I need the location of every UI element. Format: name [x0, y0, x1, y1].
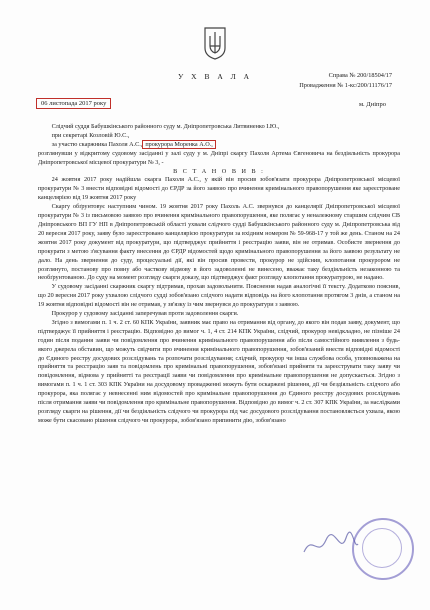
paragraph-5: Згідно з вимогами п. 1 ч. 2 ст. 60 КПК України, заявник має право на отримання від органу, до якого він подав заяву, документ, що підтверджує її прийняття і реєстрацію. Відповідно до вимог ч. 1, 4 ст. 214 КПК України, слідчий, прокурор невідкладно, не пізніше 24 годин після подання заяви чи повідомлення про вчинення кримінального правопорушення або після самостійного виявлення з будь-якого джерела обставин, що можуть свідчити про вчинення кримінального правопорушення, зобов'язаний внести відповідні відомості до Єдиного реєстру досудових розслідувань та розпочати розслідування; слідчий, прокурор чи інша службова особа, уповноважена на прийняття та реєстрацію заяв та повідомлень про кримінальні правопорушення, зобов'язані прийняти та зареєструвати таку заяву чи повідомлення, відмова у прийнятті та реєстрації заяви чи повідомлення про кримінальне правопорушення не допускається. Згідно з вимогами п. 1 ч. 1 ст. 303 КПК України на досудовому провадженні можуть бути оскаржені рішення, дії чи бездіяльність слідчого або прокурора, яка полягає у невнесенні ним відомостей про кримінальне правопорушення до Єдиного реєстру досудових розслідувань після отримання заяви чи повідомлення про кримінальне правопорушення. Відповідно до вимог ч. 2 ст. 307 КПК України, за наслідками розгляду скарги на рішення, дії чи бездіяльність слідчого чи прокурора під час досудового розслідування постановляється ухвала, якою може бути скасовано рішення слідчого чи прокурора, зобов'язано припинити дію, зобов'язано [38, 318, 400, 424]
paragraph-3: У судовому засіданні скаржник скаргу підтримав, прохав задовольнити. Пояснення надав аналогічні її тексту. Додатково пояснив, що 20 вересня 2017 року ухвалою слідчого судді зобов'язано слідчого надати відповідь на його клопотання протягом 3 днів, а станом на 19 жовтня відповідні відомості він не отримав, у зв'язку із чим звернувся до прокуратури з заявою. [38, 283, 400, 309]
signature [300, 530, 360, 560]
intro-review: розглянувши у відкритому судовому засіданні у залі суду у м. Дніпрі скаргу Пахоля Артема Євгеновича на бездіяльність прокурора Дніпропетровської місцевої прокуратури № 3, - [38, 149, 400, 166]
paragraph-1: 24 жовтня 2017 року надійшла скарга Пахоля А.С., у якій він просив зобов'язати прокурора Дніпропетровської місцевої прокуратури № 3 внести відповідні відомості до ЄРДР за його заявою про вчинення кримінального правопорушення яке зареєстроване канцелярією від 19 жовтня 2017 року [38, 176, 400, 202]
document-city: м. Дніпро [358, 101, 386, 108]
intro-complainant: за участю скаржника Пахоля А.С., [51, 140, 143, 148]
intro-judge: Слідчий суддя Бабушкінського районного суду м. Дніпропетровська Литвиненко І.Ю., [51, 123, 280, 130]
case-info [299, 71, 392, 91]
proceeding-number: Провадження № 1-кс/200/11176/17 [299, 82, 392, 89]
section-heading: В С Т А Н О В И В : [173, 167, 265, 175]
paragraph-4: Прокурор у судовому засіданні заперечував проти задоволення скарги. [51, 310, 239, 318]
coat-of-arms-icon [203, 26, 227, 60]
document-title: У Х В А Л А [177, 72, 253, 81]
paragraph-2: Скаргу обґрунтовує наступним чином. 19 жовтня 2017 року Пахоль А.С. звернувся до канцелярії Дніпропетровської місцевої прокуратури № 3 із письмовою заявою про вчинення кримінального правопорушення, яке полягає у неналежному старшим слідчим СВ Дніпровського ВП ГУ НП в Дніпропетровській області ухвали слідчого судді Бабушкінського районного суду м. Дніпропетровська від 20 вересня 2017 року, заяву було зареєстровано канцелярією прокуратури за вхідним номером № 59-968-17 у той же день. Станом на 24 жовтня 2017 року документ від прокуратури, що підтверджує прийняття і реєстрацію заяви, він не отримав. Особисте звернення до прокурати з метою з'ясування факту внесення до ЄРДР відомостей щодо кримінального правопорушення за його заявою результату не дало. На день звернення до суду, процесуальні дії, які він просив провести, прокурор не здійснив, клопотання прокурором не розглянуто, постанову про повну або часткову відмову в його задоволенні не винесено, вважає таку бездіяльність незаконною та необґрунтованою. До суду на момент розгляду скарги доказу, що підтверджує факт розгляду клопотання прокуратурою, не надано. [38, 203, 400, 282]
case-number: Справа № 200/18504/17 [328, 72, 392, 79]
document-date: 06 листопада 2017 року [36, 98, 111, 109]
intro-participants [38, 141, 400, 150]
document-body [38, 123, 400, 426]
court-stamp [352, 518, 414, 580]
intro-prosecutor: прокурора Моренка А.О., [142, 140, 215, 149]
intro-secretary: при секретарі Козловій Ю.С., [51, 131, 130, 139]
